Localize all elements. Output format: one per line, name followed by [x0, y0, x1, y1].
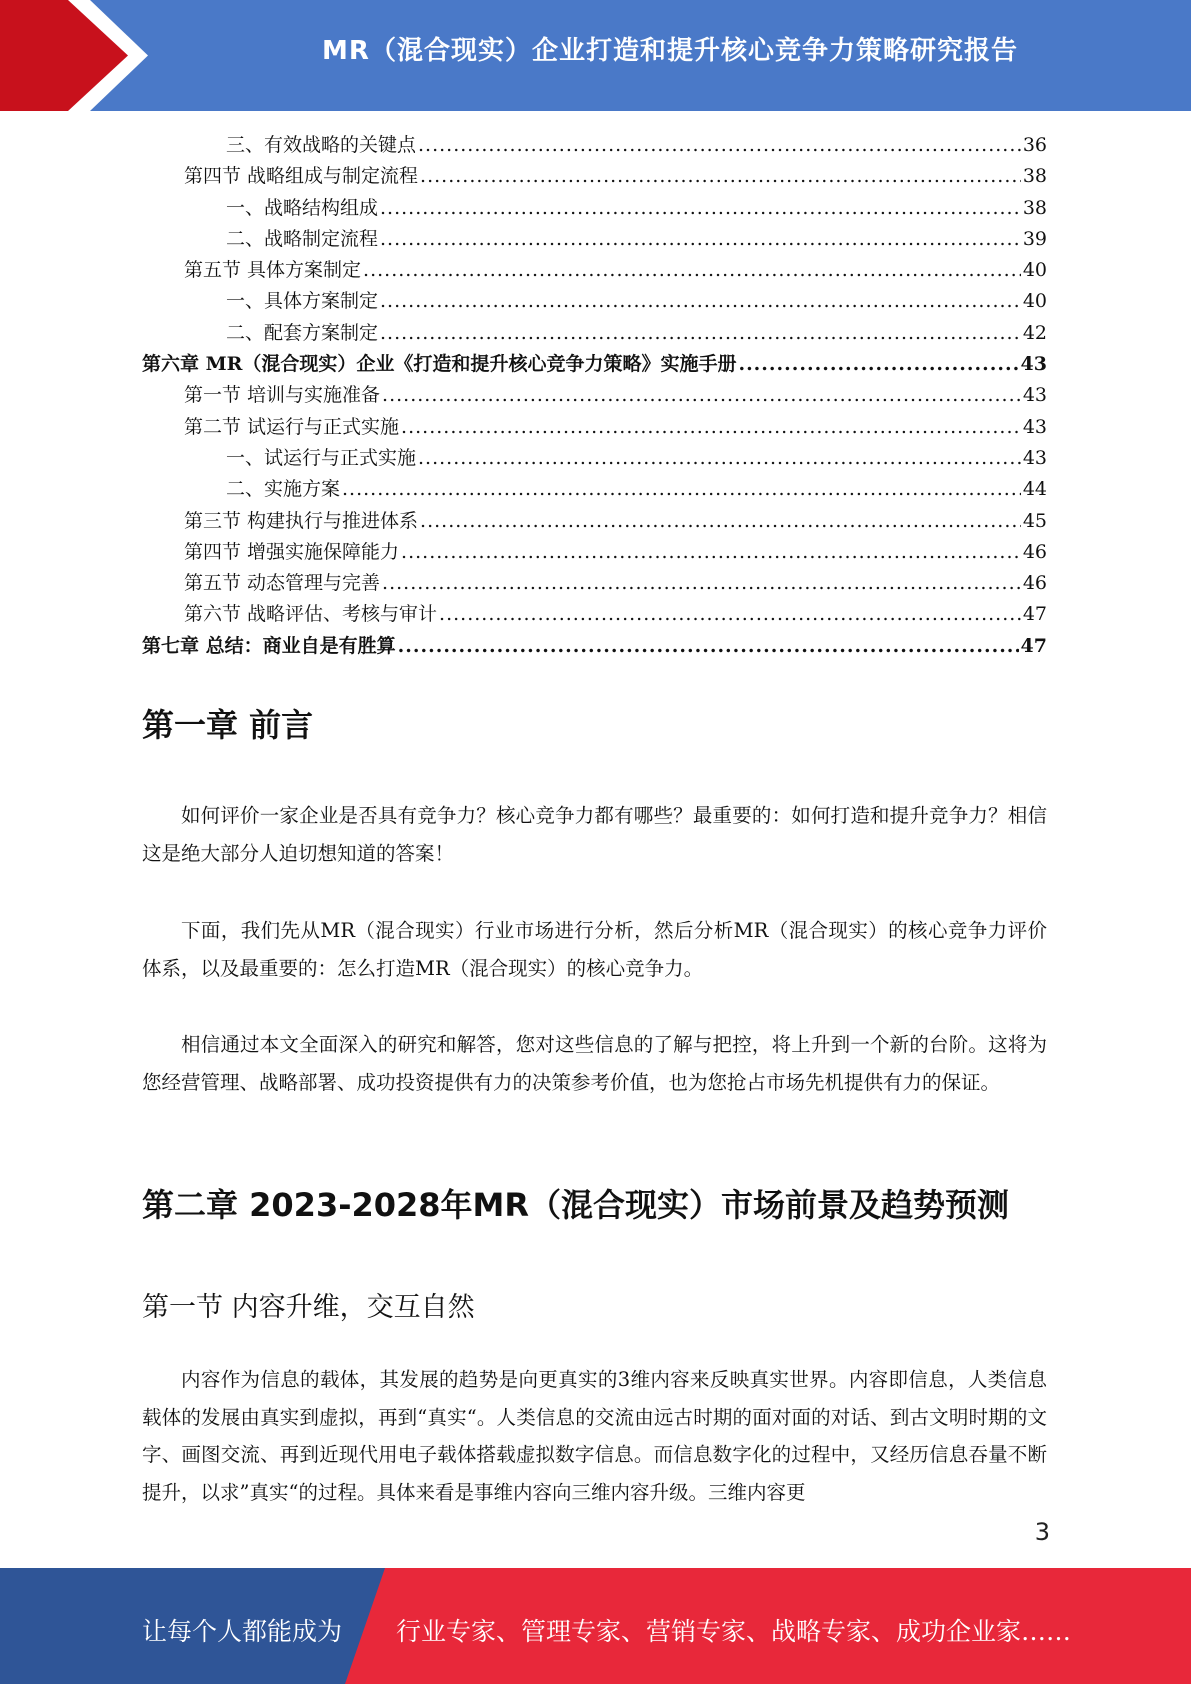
toc-entry-label: 第六章 MR（混合现实）企业《打造和提升核心竞争力策略》实施手册 — [142, 349, 738, 380]
toc-entry[interactable] — [142, 506, 1047, 537]
toc-leader-dots — [380, 318, 1021, 349]
chapter1-paragraph-3: 相信通过本文全面深入的研究和解答，您对这些信息的了解与把控，将上升到一个新的台阶。这将为您经营管理、战略部署、成功投资提供有力的决策参考价值，也为您抢占市场先机提供有力的保证。 — [142, 1033, 1047, 1094]
toc-entry-page: 40 — [1021, 286, 1047, 317]
toc-leader-dots — [401, 412, 1021, 443]
toc-entry-page: 38 — [1021, 161, 1047, 192]
toc-entry[interactable] — [142, 318, 1047, 349]
toc-entry[interactable] — [142, 631, 1047, 662]
chapter1-paragraph-1: 如何评价一家企业是否具有竞争力？核心竞争力都有哪些？最重要的：如何打造和提升竞争力？相信这是绝大部分人迫切想知道的答案！ — [142, 804, 1047, 865]
toc-entry-label: 第五节 动态管理与完善 — [184, 568, 382, 599]
toc-leader-dots — [382, 380, 1021, 411]
page-number: 3 — [1034, 1518, 1050, 1546]
toc-leader-dots — [439, 599, 1021, 630]
toc-entry[interactable] — [142, 161, 1047, 192]
toc-entry-label: 第六节 战略评估、考核与审计 — [184, 599, 439, 630]
toc-entry-label: 第五节 具体方案制定 — [184, 255, 363, 286]
toc-entry-label: 第七章 总结：商业自是有胜算 — [142, 631, 398, 662]
toc-entry-label: 一、具体方案制定 — [226, 286, 380, 317]
toc-entry-page: 45 — [1021, 506, 1047, 537]
toc-leader-dots — [382, 568, 1021, 599]
toc-entry[interactable] — [142, 193, 1047, 224]
toc-entry-label: 第二节 试运行与正式实施 — [184, 412, 401, 443]
toc-entry-page: 43 — [1021, 380, 1047, 411]
toc-entry-label: 第四节 增强实施保障能力 — [184, 537, 401, 568]
toc-entry[interactable] — [142, 599, 1047, 630]
toc-entry-label: 一、战略结构组成 — [226, 193, 380, 224]
toc-leader-dots — [418, 443, 1021, 474]
toc-leader-dots — [380, 193, 1021, 224]
toc-leader-dots — [418, 130, 1021, 161]
toc-entry[interactable] — [142, 568, 1047, 599]
toc-entry-page: 39 — [1021, 224, 1047, 255]
toc-entry-label: 第一节 培训与实施准备 — [184, 380, 382, 411]
toc-entry-page: 47 — [1019, 631, 1047, 662]
toc-entry[interactable] — [142, 255, 1047, 286]
toc-entry[interactable] — [142, 380, 1047, 411]
page-footer — [0, 1568, 1191, 1684]
toc-leader-dots — [363, 255, 1021, 286]
toc-entry-label: 二、配套方案制定 — [226, 318, 380, 349]
toc-leader-dots — [380, 224, 1021, 255]
toc-entry[interactable] — [142, 474, 1047, 505]
toc-entry[interactable] — [142, 130, 1047, 161]
toc-entry-page: 36 — [1021, 130, 1047, 161]
toc-entry-label: 一、试运行与正式实施 — [226, 443, 418, 474]
toc-entry-page: 38 — [1021, 193, 1047, 224]
toc-entry[interactable] — [142, 286, 1047, 317]
toc-leader-dots — [342, 474, 1021, 505]
toc-entry-page: 44 — [1021, 474, 1047, 505]
toc-entry[interactable] — [142, 224, 1047, 255]
toc-entry-label: 二、战略制定流程 — [226, 224, 380, 255]
header-title: MR（混合现实）企业打造和提升核心竞争力策略研究报告 — [322, 36, 1018, 66]
toc-entry-label: 二、实施方案 — [226, 474, 342, 505]
toc-entry-page: 46 — [1021, 537, 1047, 568]
toc-entry-label: 三、有效战略的关键点 — [226, 130, 418, 161]
toc-entry-label: 第四节 战略组成与制定流程 — [184, 161, 420, 192]
table-of-contents — [142, 130, 1047, 662]
toc-entry-page: 43 — [1019, 349, 1047, 380]
toc-leader-dots — [398, 631, 1019, 662]
toc-entry-page: 43 — [1021, 412, 1047, 443]
toc-entry-page: 42 — [1021, 318, 1047, 349]
page-header — [0, 0, 1191, 111]
toc-entry[interactable] — [142, 412, 1047, 443]
toc-leader-dots — [420, 161, 1021, 192]
toc-entry-page: 40 — [1021, 255, 1047, 286]
toc-leader-dots — [738, 349, 1018, 380]
footer-slogan-right: 行业专家、管理专家、营销专家、战略专家、成功企业家…… — [396, 1617, 1072, 1646]
toc-leader-dots — [420, 506, 1021, 537]
toc-entry-label: 第三节 构建执行与推进体系 — [184, 506, 420, 537]
toc-entry[interactable] — [142, 537, 1047, 568]
toc-entry-page: 46 — [1021, 568, 1047, 599]
chapter1-title: 第一章 前言 — [142, 706, 314, 744]
toc-entry-page: 47 — [1021, 599, 1047, 630]
toc-entry[interactable] — [142, 349, 1047, 380]
toc-entry-page: 43 — [1021, 443, 1047, 474]
chapter2-section1-title: 第一节 内容升维，交互自然 — [142, 1292, 475, 1323]
toc-entry[interactable] — [142, 443, 1047, 474]
toc-leader-dots — [401, 537, 1021, 568]
chapter1-paragraph-2: 下面，我们先从MR（混合现实）行业市场进行分析，然后分析MR（混合现实）的核心竞争力评价体系，以及最重要的：怎么打造MR（混合现实）的核心竞争力。 — [142, 919, 1047, 980]
toc-leader-dots — [380, 286, 1021, 317]
footer-slogan-left: 让每个人都能成为 — [142, 1617, 343, 1646]
chapter2-title: 第二章 2023-2028年MR（混合现实）市场前景及趋势预测 — [142, 1186, 1010, 1224]
chapter2-paragraph-1: 内容作为信息的载体，其发展的趋势是向更真实的3维内容来反映真实世界。内容即信息，人类信息载体的发展由真实到虚拟，再到“真实“。人类信息的交流由远古时期的面对面的对话、到古文明时期的文字、画图交流、再到近现代用电子载体搭载虚拟数字信息。而信息数字化的过程中，又经历信息吞量不断提升，以求”真实“的过程。具体来看是事维内容向三维内容升级。三维内容更 — [142, 1368, 1047, 1504]
